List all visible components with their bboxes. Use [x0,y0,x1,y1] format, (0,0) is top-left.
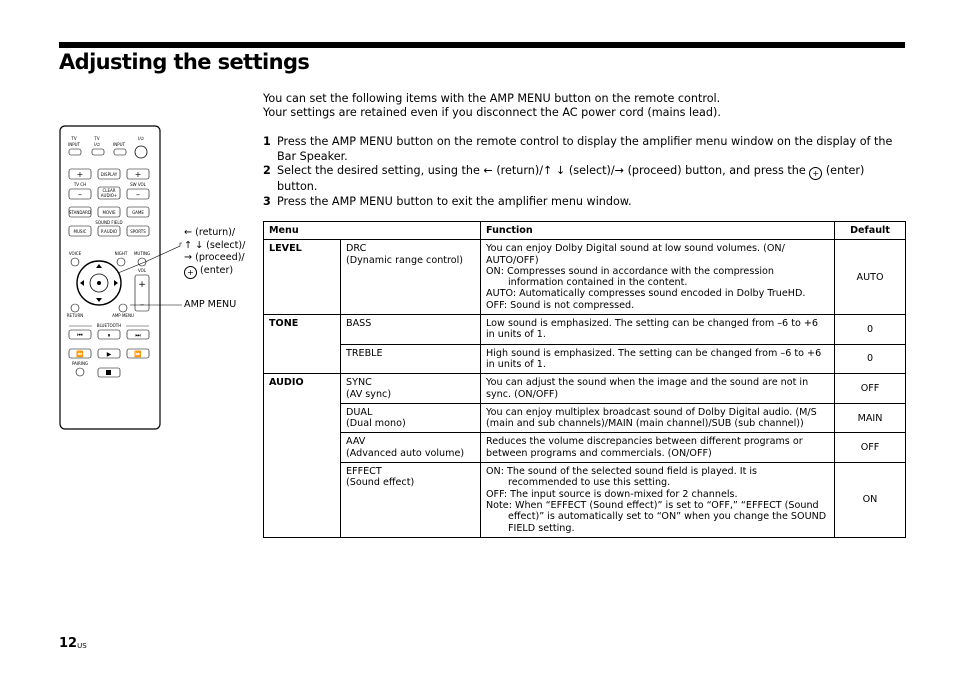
default-cell: OFF [835,433,906,463]
table-row [264,240,906,315]
svg-text:⏪: ⏪ [76,351,84,358]
item-cell: TREBLE [341,344,481,374]
svg-text:–: – [78,190,82,199]
item-cell: BASS [341,315,481,345]
settings-table [263,221,906,538]
header-rule [59,42,905,48]
svg-text:CLEAR: CLEAR [102,188,116,193]
svg-text:PAIRING: PAIRING [71,361,89,366]
step-number: 1 [263,135,271,148]
svg-text:TV CH: TV CH [73,182,87,187]
svg-text:–: – [139,300,145,310]
svg-text:NIGHT: NIGHT [114,251,128,256]
function-cell: ON: The sound of the selected sound field is played. It is recommended to use this setting. OFF: The input source is down-mixed for 2 channels. Note: When “EFFECT (Sound effect)” is set to “OFF,” “EFFECT (Sound effect)” is automatically set to “ON” when you change the SOUND FIELD setting. [481,463,835,538]
arrow-right-icon: → [614,164,625,177]
callout-enter [184,265,245,279]
step-text-part: (proceed) button, and press the [624,164,810,177]
function-cell: High sound is emphasized. The setting can be changed from –6 to +6 in units of 1. [481,344,835,374]
step-text-part: (return)/ [492,164,544,177]
step-text: Press the AMP MENU button on the remote control to display the amplifier menu window on the display of the Bar Speaker. [277,135,893,163]
callout-enter-text: (enter) [197,264,234,276]
item-cell: DRC (Dynamic range control) [341,240,481,315]
table-row [264,344,906,374]
intro-line-1: You can set the following items with the AMP MENU button on the remote control. [263,92,721,105]
intro-line-2: Your settings are retained even if you disconnect the AC power cord (mains lead). [263,106,721,119]
step-text-part: Select the desired setting, using the [277,164,484,177]
svg-text:VOL: VOL [137,268,147,273]
nav-button-callout [184,227,245,279]
table-row [264,374,906,404]
enter-icon: + [809,167,822,180]
default-cell: ON [835,463,906,538]
callout-proceed: → (proceed)/ [184,252,245,263]
svg-text:STANDARD: STANDARD [68,210,92,215]
menu-cell: TONE [264,315,341,374]
svg-text:⏸: ⏸ [107,332,111,339]
page-title: Adjusting the settings [59,50,310,74]
svg-text:P.AUDIO: P.AUDIO [100,229,118,234]
svg-text:MUSIC: MUSIC [73,229,87,234]
default-cell: OFF [835,374,906,404]
item-cell: EFFECT (Sound effect) [341,463,481,538]
svg-text:MOVIE: MOVIE [102,210,116,215]
svg-text:VOICE: VOICE [68,251,82,256]
function-cell: Low sound is emphasized. The setting can be changed from –6 to +6 in units of 1. [481,315,835,345]
svg-text:–: – [136,190,140,199]
menu-cell: AUDIO [264,374,341,538]
svg-text:+: + [76,170,84,179]
header-function: Function [481,222,835,240]
page-number: $12_{US}$ [59,636,87,651]
item-cell: SYNC (AV sync) [341,374,481,404]
arrow-down-icon: ↓ [555,164,566,177]
table-row [264,433,906,463]
steps-list [263,135,903,209]
default-cell: AUTO [835,240,906,315]
function-cell: You can enjoy multiplex broadcast sound of Dolby Digital audio. (M/S (main and sub channels)/MAIN (main channel)/SUB (sub channel)) [481,403,835,433]
callout-return: ← (return)/ [184,227,236,238]
svg-text:SW VOL: SW VOL [130,182,146,187]
svg-text:SPORTS: SPORTS [130,229,146,234]
enter-icon: + [184,266,197,279]
svg-text:I/⏻: I/⏻ [138,136,144,141]
amp-menu-callout: AMP MENU [184,299,237,310]
default-cell: 0 [835,315,906,345]
function-cell: You can adjust the sound when the image and the sound are not in sync. (ON/OFF) [481,374,835,404]
svg-text:INPUT: INPUT [113,142,125,147]
svg-text:DISPLAY: DISPLAY [100,172,118,177]
svg-text:⏭: ⏭ [135,332,141,339]
step-text [277,164,903,195]
step-2 [263,164,903,195]
remote-control-illustration [59,125,161,430]
menu-cell: LEVEL [264,240,341,315]
svg-text:⏩: ⏩ [134,351,142,358]
header-menu: Menu [264,222,481,240]
item-cell: DUAL (Dual mono) [341,403,481,433]
svg-text:MUTING: MUTING [133,251,151,256]
svg-text:+: + [134,170,142,179]
svg-text:SOUND FIELD: SOUND FIELD [95,220,123,225]
step-text-part: (select)/ [565,164,615,177]
step-3 [263,195,903,210]
svg-text:RETURN: RETURN [66,313,84,318]
svg-text:AUDIO+: AUDIO+ [100,193,118,198]
svg-text:GAME: GAME [132,210,144,215]
svg-text:TV: TV [94,136,100,141]
svg-text:+: + [138,280,146,290]
svg-text:I/⏻: I/⏻ [94,142,100,147]
step-number: 2 [263,164,271,177]
svg-text:BLUETOOTH: BLUETOOTH [96,323,122,328]
step-1 [263,135,903,164]
svg-text:▶: ▶ [106,351,112,358]
function-cell: Reduces the volume discrepancies between different programs or between programs and commercials. (ON/OFF) [481,433,835,463]
arrow-left-icon: ← [483,164,493,177]
step-number: 3 [263,194,271,208]
remote-label: TV [71,136,77,141]
table-row [264,463,906,538]
function-cell: You can enjoy Dolby Digital sound at low sound volumes. (ON/ AUTO/OFF) ON: Compresses sound in accordance with the compression information contained in the content. AUTO: Automatically compresses sound encoded in Dolby TrueHD. OFF: Sound is not compressed. [481,240,835,315]
table-row [264,403,906,433]
default-cell: MAIN [835,403,906,433]
svg-text:⏮: ⏮ [77,332,83,339]
step-text: Press the AMP MENU button to exit the amplifier menu window. [277,194,632,208]
item-cell: AAV (Advanced auto volume) [341,433,481,463]
default-cell: 0 [835,344,906,374]
table-header-row [264,222,906,240]
table-row [264,315,906,345]
svg-text:INPUT: INPUT [68,142,80,147]
arrow-up-icon: ↑ [543,164,553,177]
intro-text [263,92,903,120]
header-default: Default [835,222,906,240]
callout-select: ↑ ↓ (select)/ [184,239,246,251]
svg-text:AMP MENU: AMP MENU [112,313,134,318]
step-text-part: (enter) button. [277,164,865,193]
